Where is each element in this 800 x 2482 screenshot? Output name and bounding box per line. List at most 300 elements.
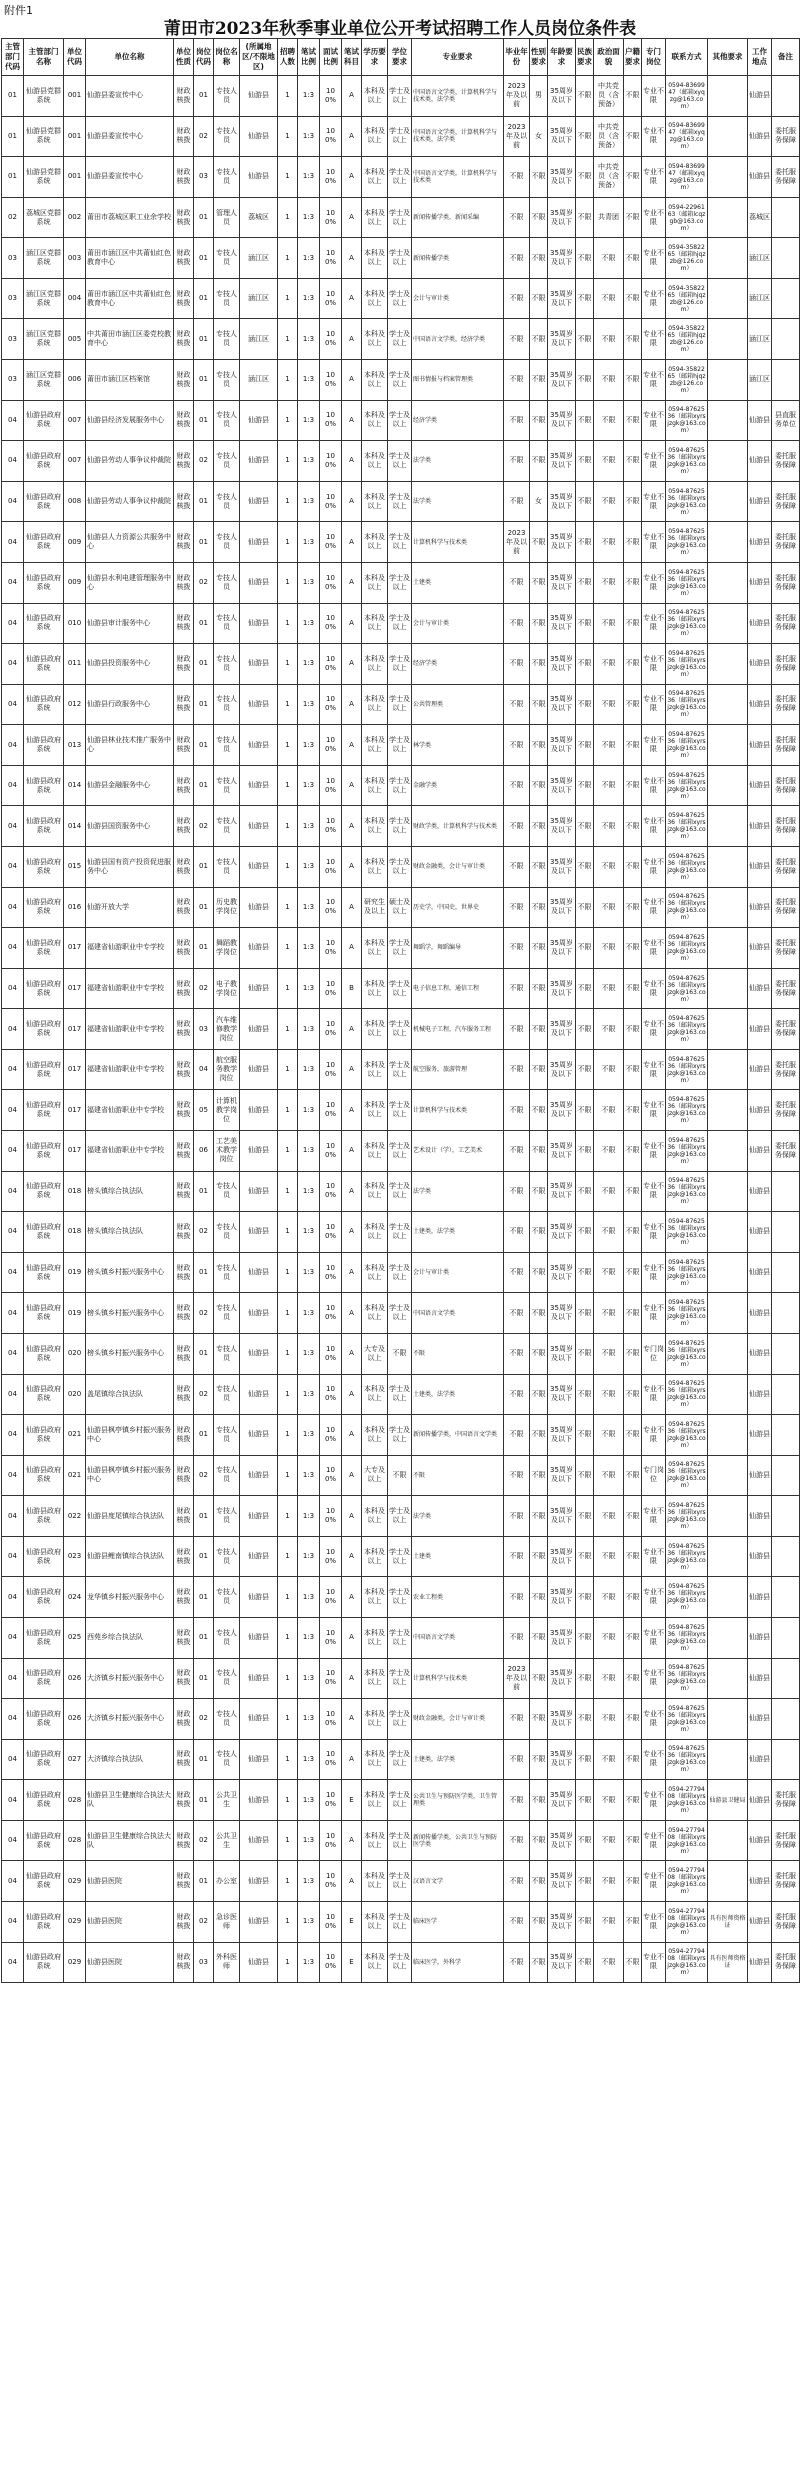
- table-cell: 1:3: [298, 1131, 320, 1172]
- table-cell: 04: [2, 603, 24, 644]
- table-cell: 不限: [504, 1536, 530, 1577]
- table-cell: 仙游县: [748, 1699, 772, 1740]
- table-cell: 急诊医师: [214, 1902, 240, 1943]
- table-cell: 共青团: [594, 197, 624, 238]
- table-cell: [708, 1131, 748, 1172]
- table-row: [2, 968, 800, 1009]
- table-cell: 仙游县政府系统: [24, 928, 64, 969]
- table-cell: 大专及以上: [362, 1333, 388, 1374]
- table-cell: 0594-8762536（邮箱xyrsjzgk@163.com）: [666, 1455, 708, 1496]
- table-cell: 不限: [624, 603, 642, 644]
- table-cell: 仙游县: [240, 1617, 278, 1658]
- table-row: [2, 400, 800, 441]
- table-cell: 不限: [504, 846, 530, 887]
- table-cell: 35周岁及以下: [548, 1699, 576, 1740]
- table-cell: A: [342, 197, 362, 238]
- table-cell: 不限: [504, 684, 530, 725]
- table-cell: 仙游县: [240, 116, 278, 157]
- table-cell: 不限: [530, 887, 548, 928]
- table-cell: 委托服务保障: [772, 1090, 800, 1131]
- table-cell: 仙游县: [748, 1171, 772, 1212]
- table-cell: 不限: [624, 441, 642, 482]
- table-row: [2, 1171, 800, 1212]
- table-cell: 1: [278, 644, 298, 685]
- table-cell: 不限: [594, 522, 624, 563]
- column-header: 年龄要求: [548, 39, 576, 76]
- table-cell: 35周岁及以下: [548, 968, 576, 1009]
- table-cell: 专业不限: [642, 765, 666, 806]
- table-cell: 35周岁及以下: [548, 765, 576, 806]
- table-cell: 具有医师资格证: [708, 1942, 748, 1983]
- table-cell: 04: [2, 481, 24, 522]
- table-cell: 财政核拨: [174, 1780, 194, 1821]
- table-cell: [708, 887, 748, 928]
- table-cell: 仙游县: [748, 968, 772, 1009]
- table-cell: 仙游县: [748, 1212, 772, 1253]
- table-cell: 1:3: [298, 1090, 320, 1131]
- table-cell: 林学类: [412, 725, 504, 766]
- table-cell: 仙游县: [240, 1009, 278, 1050]
- table-cell: 莆田市荔城区职工业余学校: [86, 197, 174, 238]
- table-cell: 不限: [594, 1131, 624, 1172]
- table-cell: 专技人员: [214, 360, 240, 401]
- table-cell: 不限: [504, 968, 530, 1009]
- table-cell: 学士及以上: [388, 319, 412, 360]
- table-cell: 不限: [412, 1455, 504, 1496]
- table-cell: 1: [278, 1049, 298, 1090]
- table-cell: 0594-2779408（邮箱xyrsjzgk@163.com）: [666, 1780, 708, 1821]
- table-cell: A: [342, 278, 362, 319]
- table-cell: 04: [2, 968, 24, 1009]
- table-cell: 仙游县: [240, 684, 278, 725]
- table-cell: 学士及以上: [388, 928, 412, 969]
- table-cell: 本科及以上: [362, 1861, 388, 1902]
- table-cell: 学士及以上: [388, 1496, 412, 1537]
- table-cell: 1: [278, 400, 298, 441]
- table-cell: [708, 644, 748, 685]
- table-row: [2, 1861, 800, 1902]
- table-cell: 100%: [320, 887, 342, 928]
- table-cell: 财政核拨: [174, 1293, 194, 1334]
- table-cell: 仙游县: [240, 1090, 278, 1131]
- table-cell: 不限: [624, 1333, 642, 1374]
- table-cell: [708, 1577, 748, 1618]
- table-cell: 017: [64, 1131, 86, 1172]
- table-cell: 学士及以上: [388, 1536, 412, 1577]
- table-cell: 仙游县: [748, 157, 772, 198]
- table-cell: 35周岁及以下: [548, 238, 576, 279]
- table-cell: 专技人员: [214, 603, 240, 644]
- table-cell: 不限: [594, 319, 624, 360]
- table-cell: 仙游县: [748, 1049, 772, 1090]
- table-cell: 0594-8762536（邮箱xyrsjzgk@163.com）: [666, 481, 708, 522]
- column-header: 主管部门代码: [2, 39, 24, 76]
- table-cell: 本科及以上: [362, 1902, 388, 1943]
- table-cell: 100%: [320, 1171, 342, 1212]
- table-cell: A: [342, 1090, 362, 1131]
- table-cell: 仙游县政府系统: [24, 1861, 64, 1902]
- table-cell: 0594-8762536（邮箱xyrsjzgk@163.com）: [666, 1496, 708, 1537]
- table-row: [2, 1455, 800, 1496]
- table-cell: 仙游县: [240, 1739, 278, 1780]
- table-cell: 35周岁及以下: [548, 1171, 576, 1212]
- table-cell: 1:3: [298, 1374, 320, 1415]
- table-cell: 办公室: [214, 1861, 240, 1902]
- table-cell: 专技人员: [214, 441, 240, 482]
- table-row: [2, 846, 800, 887]
- table-cell: 不限: [530, 1658, 548, 1699]
- table-cell: 04: [2, 1293, 24, 1334]
- table-cell: 本科及以上: [362, 400, 388, 441]
- table-cell: 本科及以上: [362, 1577, 388, 1618]
- column-header: 民族要求: [576, 39, 594, 76]
- table-cell: 不限: [504, 1333, 530, 1374]
- table-cell: A: [342, 441, 362, 482]
- table-cell: 不限: [624, 1049, 642, 1090]
- column-header: 专门岗位: [642, 39, 666, 76]
- table-cell: 仙游县: [240, 1293, 278, 1334]
- table-cell: 学士及以上: [388, 1699, 412, 1740]
- table-cell: 1:3: [298, 603, 320, 644]
- table-cell: 不限: [576, 1212, 594, 1253]
- table-cell: 仙游县: [748, 1617, 772, 1658]
- table-cell: 学士及以上: [388, 765, 412, 806]
- table-cell: 专业不限: [642, 1617, 666, 1658]
- table-cell: A: [342, 1374, 362, 1415]
- table-cell: 公共管理类: [412, 684, 504, 725]
- table-cell: A: [342, 1415, 362, 1456]
- table-cell: 专技人员: [214, 1252, 240, 1293]
- table-cell: 财政核拨: [174, 1820, 194, 1861]
- table-cell: 1:3: [298, 1658, 320, 1699]
- table-cell: 2023年及以前: [504, 116, 530, 157]
- table-cell: 本科及以上: [362, 1699, 388, 1740]
- table-cell: 不限: [576, 1333, 594, 1374]
- table-cell: 不限: [594, 1496, 624, 1537]
- table-cell: 委托服务保障: [772, 644, 800, 685]
- table-cell: 学士及以上: [388, 1942, 412, 1983]
- table-cell: 专业不限: [642, 1212, 666, 1253]
- table-cell: [708, 157, 748, 198]
- table-cell: 03: [194, 157, 214, 198]
- table-cell: 04: [2, 1942, 24, 1983]
- table-cell: 仙游县: [240, 1455, 278, 1496]
- table-cell: 1: [278, 319, 298, 360]
- table-cell: 专技人员: [214, 684, 240, 725]
- table-cell: 100%: [320, 928, 342, 969]
- table-cell: A: [342, 157, 362, 198]
- table-cell: 学士及以上: [388, 644, 412, 685]
- table-cell: 仙游县政府系统: [24, 1090, 64, 1131]
- table-cell: 专业不限: [642, 319, 666, 360]
- table-cell: 专业不限: [642, 481, 666, 522]
- table-cell: 不限: [624, 157, 642, 198]
- table-cell: 专技人员: [214, 562, 240, 603]
- table-cell: 不限: [504, 441, 530, 482]
- table-cell: 0594-2296163（邮箱lcqzgb@163.com）: [666, 197, 708, 238]
- table-cell: 35周岁及以下: [548, 1131, 576, 1172]
- column-header: 主管部门名称: [24, 39, 64, 76]
- table-cell: 不限: [530, 1415, 548, 1456]
- table-cell: 专技人员: [214, 1577, 240, 1618]
- table-cell: 涵江区: [240, 360, 278, 401]
- table-cell: 会计与审计类: [412, 1252, 504, 1293]
- table-cell: 福建省仙游职业中专学校: [86, 1131, 174, 1172]
- table-cell: 01: [194, 481, 214, 522]
- table-cell: 100%: [320, 1536, 342, 1577]
- table-cell: 不限: [576, 197, 594, 238]
- table-cell: A: [342, 1577, 362, 1618]
- table-cell: 1: [278, 1455, 298, 1496]
- table-cell: 仙游县鲤南镇综合执法队: [86, 1536, 174, 1577]
- table-cell: 仙游县: [240, 1049, 278, 1090]
- table-cell: 学士及以上: [388, 1374, 412, 1415]
- table-cell: 仙游县政府系统: [24, 1293, 64, 1334]
- table-cell: 荔城区: [240, 197, 278, 238]
- table-cell: [708, 968, 748, 1009]
- table-cell: 04: [2, 1780, 24, 1821]
- table-cell: 专业不限: [642, 562, 666, 603]
- table-cell: 工艺美术教学岗位: [214, 1131, 240, 1172]
- table-cell: 会计与审计类: [412, 278, 504, 319]
- table-cell: 福建省仙游职业中专学校: [86, 968, 174, 1009]
- table-cell: 不限: [530, 928, 548, 969]
- table-cell: 1:3: [298, 725, 320, 766]
- table-cell: 不限: [576, 1009, 594, 1050]
- table-cell: 公共卫生: [214, 1780, 240, 1821]
- table-cell: 018: [64, 1171, 86, 1212]
- table-cell: 01: [194, 278, 214, 319]
- table-cell: 财政核拨: [174, 278, 194, 319]
- table-cell: 1: [278, 1820, 298, 1861]
- table-cell: 本科及以上: [362, 522, 388, 563]
- table-cell: 莆田市涵江区中共莆仙红色教育中心: [86, 278, 174, 319]
- table-cell: [708, 522, 748, 563]
- table-cell: 学士及以上: [388, 1171, 412, 1212]
- table-cell: 不限: [504, 400, 530, 441]
- table-cell: A: [342, 1212, 362, 1253]
- table-cell: 04: [2, 1861, 24, 1902]
- table-cell: 不限: [576, 1699, 594, 1740]
- table-cell: 仙游县政府系统: [24, 522, 64, 563]
- table-cell: 学士及以上: [388, 1212, 412, 1253]
- table-cell: 014: [64, 806, 86, 847]
- table-cell: 1: [278, 887, 298, 928]
- table-cell: 不限: [576, 603, 594, 644]
- table-cell: 不限: [388, 1333, 412, 1374]
- table-cell: [708, 116, 748, 157]
- table-cell: 专业不限: [642, 1374, 666, 1415]
- table-cell: 1:3: [298, 1455, 320, 1496]
- table-cell: A: [342, 481, 362, 522]
- table-cell: 不限: [594, 1049, 624, 1090]
- table-cell: A: [342, 846, 362, 887]
- table-cell: 仙游县: [748, 1252, 772, 1293]
- table-cell: 02: [194, 1293, 214, 1334]
- table-cell: 02: [194, 1902, 214, 1943]
- table-cell: 仙游县: [240, 968, 278, 1009]
- table-row: [2, 928, 800, 969]
- table-cell: 0594-8762536（邮箱xyrsjzgk@163.com）: [666, 522, 708, 563]
- table-cell: 专业不限: [642, 887, 666, 928]
- table-cell: 汽车维修教学岗位: [214, 1009, 240, 1050]
- table-row: [2, 1617, 800, 1658]
- table-cell: 委托服务保障: [772, 725, 800, 766]
- table-cell: 不限: [594, 278, 624, 319]
- table-cell: 1: [278, 278, 298, 319]
- table-cell: 35周岁及以下: [548, 157, 576, 198]
- table-cell: 100%: [320, 116, 342, 157]
- table-cell: 01: [194, 360, 214, 401]
- table-cell: 财政核拨: [174, 928, 194, 969]
- table-cell: 委托服务保障: [772, 1131, 800, 1172]
- table-row: [2, 360, 800, 401]
- table-cell: 04: [2, 1009, 24, 1050]
- table-cell: 不限: [530, 1780, 548, 1821]
- table-cell: [708, 238, 748, 279]
- table-cell: 01: [194, 1861, 214, 1902]
- table-cell: 0594-2779408（邮箱xyrsjzgk@163.com）: [666, 1861, 708, 1902]
- table-row: [2, 644, 800, 685]
- table-cell: 不限: [594, 887, 624, 928]
- table-cell: 财政核拨: [174, 1009, 194, 1050]
- table-cell: 1:3: [298, 319, 320, 360]
- table-cell: 航空服务教学岗位: [214, 1049, 240, 1090]
- table-cell: 财政核拨: [174, 1617, 194, 1658]
- table-cell: 财政金融类，会计与审计类: [412, 846, 504, 887]
- table-cell: 不限: [624, 1658, 642, 1699]
- table-cell: 本科及以上: [362, 1009, 388, 1050]
- table-cell: A: [342, 806, 362, 847]
- table-cell: 仙游县: [240, 1374, 278, 1415]
- table-cell: 财政核拨: [174, 806, 194, 847]
- table-cell: 专技人员: [214, 806, 240, 847]
- table-cell: 0594-8762536（邮箱xyrsjzgk@163.com）: [666, 644, 708, 685]
- table-cell: 不限: [504, 928, 530, 969]
- column-header: 毕业年份: [504, 39, 530, 76]
- table-cell: 不限: [576, 1820, 594, 1861]
- table-cell: 不限: [576, 1374, 594, 1415]
- table-cell: 017: [64, 968, 86, 1009]
- table-cell: [772, 1455, 800, 1496]
- table-cell: 本科及以上: [362, 76, 388, 117]
- table-cell: 03: [2, 278, 24, 319]
- table-cell: 1:3: [298, 1699, 320, 1740]
- table-cell: 不限: [530, 1861, 548, 1902]
- table-row: [2, 1699, 800, 1740]
- table-cell: 财政核拨: [174, 603, 194, 644]
- table-cell: 02: [194, 1212, 214, 1253]
- table-cell: 不限: [624, 1496, 642, 1537]
- table-cell: 本科及以上: [362, 1293, 388, 1334]
- table-cell: 01: [194, 1415, 214, 1456]
- table-cell: 学士及以上: [388, 1415, 412, 1456]
- table-cell: 学士及以上: [388, 76, 412, 117]
- table-cell: 仙游县政府系统: [24, 1699, 64, 1740]
- table-cell: 028: [64, 1820, 86, 1861]
- table-cell: 专技人员: [214, 522, 240, 563]
- table-cell: 1: [278, 1699, 298, 1740]
- table-cell: 本科及以上: [362, 1658, 388, 1699]
- table-cell: 仙游县政府系统: [24, 684, 64, 725]
- table-cell: 本科及以上: [362, 1617, 388, 1658]
- table-cell: 04: [2, 1658, 24, 1699]
- table-cell: 不限: [530, 1820, 548, 1861]
- table-cell: 1: [278, 1780, 298, 1821]
- table-cell: 仙游县: [748, 1902, 772, 1943]
- table-cell: 中共党员（含预备）: [594, 157, 624, 198]
- table-cell: 专技人员: [214, 1171, 240, 1212]
- table-cell: 法学类: [412, 1496, 504, 1537]
- table-cell: 009: [64, 522, 86, 563]
- table-cell: 不限: [504, 765, 530, 806]
- table-row: [2, 238, 800, 279]
- table-cell: 计算机科学与技术类: [412, 1658, 504, 1699]
- table-cell: 04: [2, 806, 24, 847]
- table-cell: 不限: [624, 765, 642, 806]
- table-cell: 本科及以上: [362, 1131, 388, 1172]
- table-cell: [708, 1739, 748, 1780]
- table-cell: 仙游县政府系统: [24, 1902, 64, 1943]
- column-header: 政治面貌: [594, 39, 624, 76]
- table-cell: 专技人员: [214, 157, 240, 198]
- table-cell: 不限: [594, 1252, 624, 1293]
- table-cell: 不限: [624, 1131, 642, 1172]
- table-cell: 04: [2, 887, 24, 928]
- table-cell: 029: [64, 1902, 86, 1943]
- table-cell: 仙游县政府系统: [24, 806, 64, 847]
- column-header: 单位名称: [86, 39, 174, 76]
- table-cell: 04: [194, 1049, 214, 1090]
- table-cell: 不限: [504, 1942, 530, 1983]
- table-cell: 仙游县劳动人事争议仲裁院: [86, 481, 174, 522]
- table-cell: 01: [2, 157, 24, 198]
- table-cell: 本科及以上: [362, 1171, 388, 1212]
- table-cell: 不限: [504, 644, 530, 685]
- table-cell: 委托服务保障: [772, 1942, 800, 1983]
- table-body: [2, 76, 800, 1983]
- table-cell: 不限: [504, 278, 530, 319]
- table-cell: 舞蹈学，舞蹈编导: [412, 928, 504, 969]
- table-cell: 不限: [624, 360, 642, 401]
- table-cell: 委托服务保障: [772, 603, 800, 644]
- table-cell: 不限: [594, 1861, 624, 1902]
- table-cell: 本科及以上: [362, 157, 388, 198]
- table-cell: 不限: [576, 441, 594, 482]
- table-cell: 仙游县政府系统: [24, 1658, 64, 1699]
- table-cell: 仙游县: [240, 76, 278, 117]
- table-cell: 荔城区党群系统: [24, 197, 64, 238]
- table-cell: 仙游县: [240, 522, 278, 563]
- table-cell: 1: [278, 1009, 298, 1050]
- table-cell: 02: [194, 441, 214, 482]
- table-cell: 1: [278, 1861, 298, 1902]
- table-cell: 35周岁及以下: [548, 806, 576, 847]
- table-cell: 硕士及以上: [388, 887, 412, 928]
- table-cell: 35周岁及以下: [548, 441, 576, 482]
- table-cell: 0594-8369947（邮箱xyqzg@163.com）: [666, 116, 708, 157]
- table-cell: 0594-8762536（邮箱xyrsjzgk@163.com）: [666, 846, 708, 887]
- table-cell: 仙游县: [748, 1820, 772, 1861]
- table-cell: 仙游县政府系统: [24, 1131, 64, 1172]
- table-cell: [708, 481, 748, 522]
- table-cell: 委托服务保障: [772, 1902, 800, 1943]
- table-cell: 专业不限: [642, 1496, 666, 1537]
- table-cell: 不限: [388, 1455, 412, 1496]
- table-cell: 01: [194, 684, 214, 725]
- table-cell: 莆田市涵江区中共莆仙红色教育中心: [86, 238, 174, 279]
- table-cell: 委托服务保障: [772, 846, 800, 887]
